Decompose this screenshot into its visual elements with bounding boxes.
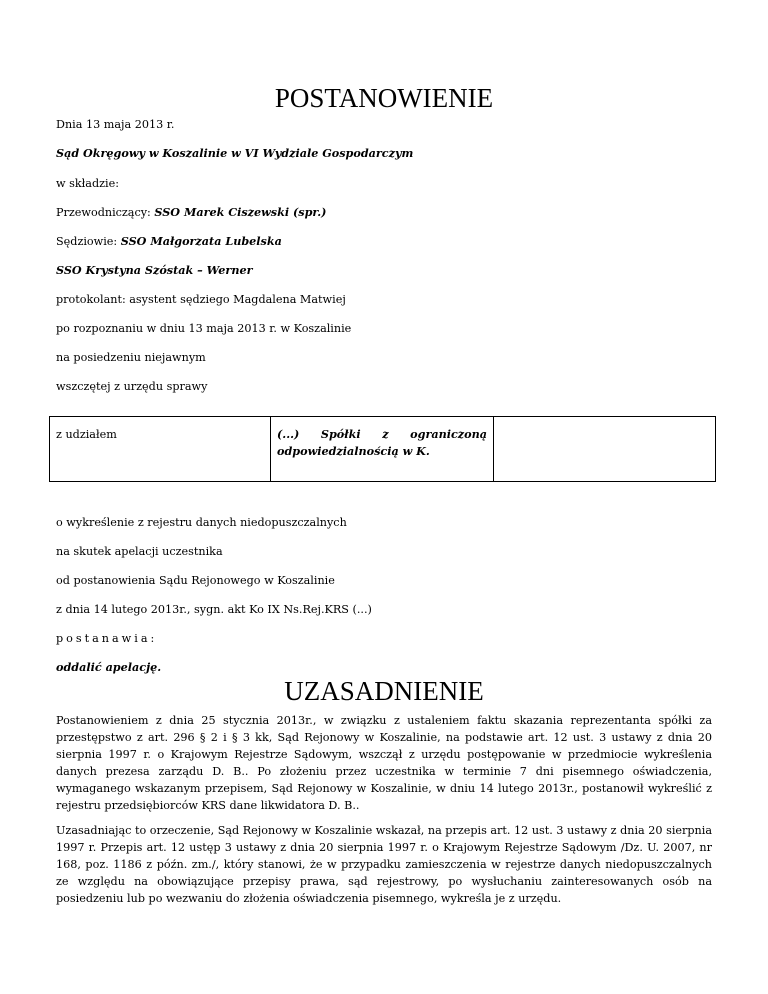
presiding-name: SSO Marek Ciszewski (spr.) (154, 205, 327, 219)
party-name: (...) Spółki z ograniczoną odpowiedzialnością w K. (277, 427, 487, 458)
justification-paragraph-2: Uzasadniając to orzeczenie, Sąd Rejonowy w Koszalinie wskazał, na przepis art. 12 ust. 3 ustawy z dnia 20 sierpnia 1997 r. Przepis art. 12 ustęp 3 ustawy z dnia 20 sierpnia 1997 r. o Krajowym Rejestrze Sądowym /Dz. U. 2007, nr 168, poz. 1186 z późn. zm./, który stanowi, że w przypadku zamieszczenia w rejestrze danych niedopuszczalnych ze względu na obowiązujące przepisy prawa, sąd rejestrowy, po wysłuchaniu zainteresowanych osób na posiedzeniu lub po wezwaniu do złożenia oświadczenia pisemnego, wykreśla je z urzędu. (56, 824, 712, 905)
ruling-line: oddalić apelację. (56, 660, 162, 674)
party-table (49, 416, 716, 482)
hearing-line: po rozpoznaniu w dniu 13 maja 2013 r. w Koszalinie (56, 322, 352, 335)
document-title: POSTANOWIENIE (274, 83, 494, 113)
party-name-cell (271, 417, 494, 482)
judges-label: Sędziowie: (56, 235, 121, 248)
judge-1-name: SSO Małgorzata Lubelska (120, 234, 282, 248)
lower-court-line: od postanowienia Sądu Rejonowego w Koszalinie (56, 574, 335, 587)
subject-line: o wykreślenie z rejestru danych niedopuszczalnych (56, 516, 347, 529)
session-line: na posiedzeniu niejawnym (56, 351, 206, 364)
composition-label: w składzie: (56, 177, 119, 190)
date-line: Dnia 13 maja 2013 r. (56, 118, 175, 131)
judges-line (56, 234, 282, 249)
judge-2-name: SSO Krystyna Szóstak – Werner (56, 263, 253, 277)
decides-line: postanawia: (56, 632, 158, 645)
justification-paragraph-1: Postanowieniem z dnia 25 stycznia 2013r., w związku z ustaleniem faktu skazania reprezentanta spółki za przestępstwo z art. 296 § 2 i § 3 kk, Sąd Rejonowy w Koszalinie, na podstawie art. 12 ust. 3 ustawy z dnia 20 sierpnia 1997 r. o Krajowym Rejestrze Sądowym, wszczął z urzędu postępowanie w przedmiocie wykreślenia danych prezesa zarządu D. B.. Po złożeniu przez uczestnika w terminie 7 dni pisemnego oświadczenia, wymaganego wskazanym przepisem, Sąd Rejonowy w Koszalinie, w dniu 14 lutego 2013r., postanowił wykreślić z rejestru przedsiębiorców KRS dane likwidatora D. B.. (56, 714, 712, 812)
presiding-label: Przewodniczący: (56, 206, 155, 219)
justification-title: UZASADNIENIE (284, 676, 484, 706)
party-extra-cell (494, 417, 716, 482)
court-name: Sąd Okręgowy w Koszalinie w VI Wydziale Gospodarczym (56, 146, 414, 160)
clerk-line: protokolant: asystent sędziego Magdalena Matwiej (56, 293, 346, 306)
presiding-line (56, 205, 326, 220)
case-initiated-line: wszczętej z urzędu sprawy (56, 380, 208, 393)
appeal-line: na skutek apelacji uczestnika (56, 545, 223, 558)
party-label-cell: z udziałem (50, 417, 271, 482)
lower-date-line: z dnia 14 lutego 2013r., sygn. akt Ko IX Ns.Rej.KRS (...) (56, 603, 372, 616)
